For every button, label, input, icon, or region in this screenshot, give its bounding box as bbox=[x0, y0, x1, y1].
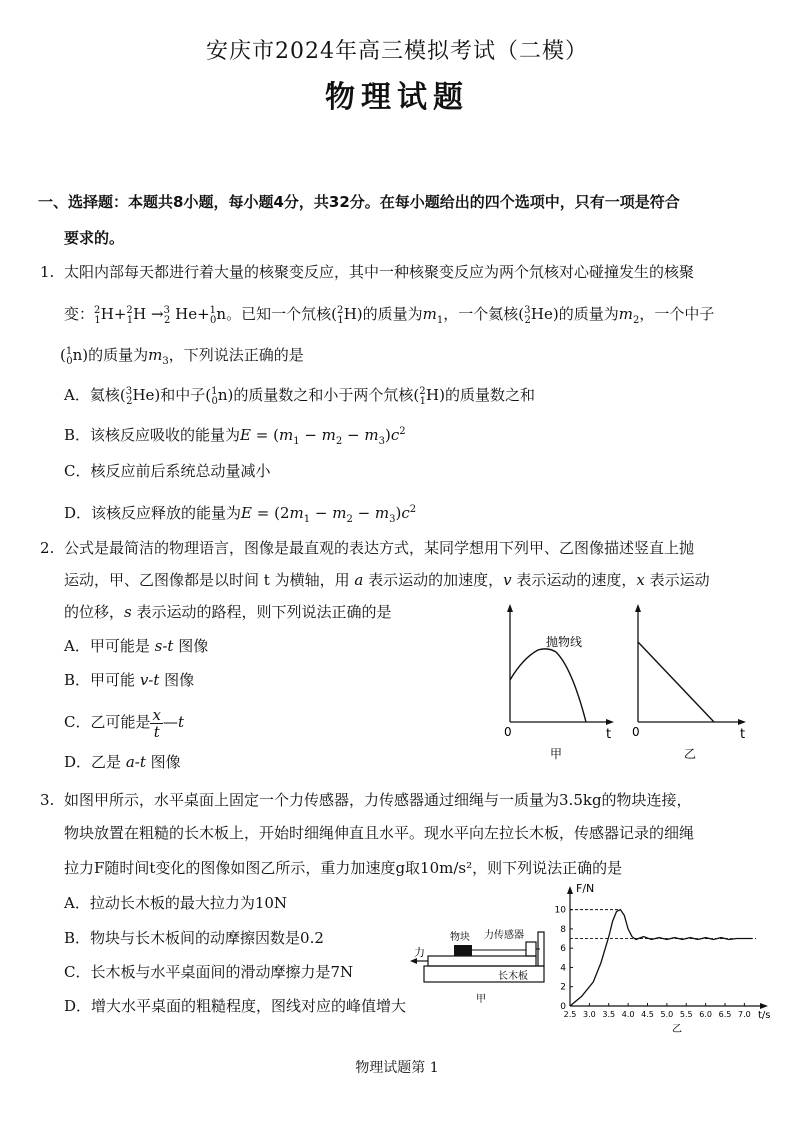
yi-caption: 乙 bbox=[684, 747, 697, 761]
q2-number: 2. bbox=[40, 539, 55, 557]
block bbox=[454, 945, 472, 956]
yi-line bbox=[638, 642, 714, 722]
jia-curve bbox=[510, 649, 586, 722]
q1-option-d: D．该核反应释放的能量为$E = (2m_1 - m_2 - m_3)c^2$ bbox=[64, 504, 417, 525]
jia-x-arrow bbox=[606, 719, 614, 725]
q3-line2: 物块放置在粗糙的长木板上，开始时细绳伸直且水平。现水平向左拉长木板，传感器记录的细绳 bbox=[64, 824, 695, 842]
chart-y-tick-label: 8 bbox=[560, 924, 566, 935]
q2-option-a: A．甲可能是 s-t 图像 bbox=[64, 637, 209, 655]
jia-t-label: t bbox=[606, 727, 612, 742]
q2-line2: 运动，甲、乙图像都是以时间 t 为横轴，用 a 表示运动的加速度，v 表示运动的速度，x 表示运动 bbox=[64, 571, 710, 589]
section-heading: 一、选择题：本题共8小题，每小题4分，共32分。在每小题给出的四个选项中，只有一项是符合 bbox=[38, 193, 680, 211]
yi-y-arrow bbox=[635, 604, 641, 612]
q3-option-b: B．物块与长木板间的动摩擦因数是0.2 bbox=[64, 929, 324, 947]
chart-x-tick-label: 3.5 bbox=[602, 1010, 616, 1019]
q3-force-time-chart bbox=[548, 880, 774, 1034]
q3-line3: 拉力F随时间t变化的图像如图乙所示，重力加速度g取10m/s²，则下列说法正确的是 bbox=[64, 859, 623, 877]
chart-series-line bbox=[570, 910, 752, 1006]
chart-y-tick-label: 4 bbox=[560, 963, 566, 974]
chart-y-arrow bbox=[567, 886, 573, 894]
subject-title: 物理试题 bbox=[325, 80, 469, 115]
q1-line3: ($^1_0$n)的质量为$m_3$，下列说法正确的是 bbox=[60, 346, 304, 367]
q2-figures bbox=[498, 600, 756, 765]
force-label: 力 bbox=[414, 946, 425, 959]
chart-x-label: t/s bbox=[758, 1010, 771, 1021]
chart-y-tick-label: 6 bbox=[560, 944, 566, 955]
q3-option-a: A．拉动长木板的最大拉力为10N bbox=[64, 894, 288, 912]
sensor-label: 力传感器 bbox=[484, 930, 524, 941]
section-heading-cont: 要求的。 bbox=[64, 229, 125, 247]
long-board bbox=[428, 956, 536, 966]
board-label: 长木板 bbox=[498, 971, 528, 982]
q1-option-b: B．该核反应吸收的能量为$E = (m_1 - m_2 - m_3)c^2$ bbox=[64, 426, 406, 447]
jia-curve-label: 抛物线 bbox=[546, 635, 583, 649]
jia-y-arrow bbox=[507, 604, 513, 612]
q3-option-d: D．增大水平桌面的粗糙程度，图线对应的峰值增大 bbox=[64, 997, 407, 1015]
q3-option-c: C．长木板与水平桌面间的滑动摩擦力是7N bbox=[64, 963, 354, 981]
chart-y-tick-label: 10 bbox=[554, 905, 566, 916]
chart-x-arrow bbox=[760, 1003, 768, 1009]
yi-x-arrow bbox=[738, 719, 746, 725]
q2-line1: 公式是最简洁的物理语言，图像是最直观的表达方式，某同学想用下列甲、乙图像描述竖直上抛 bbox=[64, 539, 695, 557]
q1-line1: 太阳内部每天都进行着大量的核聚变反应，其中一种核聚变反应为两个氘核对心碰撞发生的核聚 bbox=[64, 263, 695, 281]
chart-x-tick-label: 4.5 bbox=[641, 1010, 654, 1019]
page-footer: 物理试题第 1 bbox=[355, 1060, 439, 1076]
chart-x-tick-label: 7.0 bbox=[738, 1010, 751, 1019]
chart-x-tick-label: 6.5 bbox=[718, 1010, 732, 1019]
chart-y-tick-label: 2 bbox=[560, 982, 566, 993]
q2-option-b: B．甲可能 v-t 图像 bbox=[64, 671, 195, 689]
q2-option-d: D．乙是 a-t 图像 bbox=[64, 753, 181, 771]
yi-origin: 0 bbox=[632, 725, 640, 739]
jia-origin: 0 bbox=[504, 725, 512, 739]
block-label: 物块 bbox=[450, 932, 470, 943]
chart-y-label: F/N bbox=[576, 882, 595, 895]
q2-figure-yi bbox=[632, 604, 746, 761]
chart-x-tick-label: 4.0 bbox=[621, 1010, 635, 1019]
exam-title: 安庆市2024年高三模拟考试（二模） bbox=[206, 39, 588, 64]
chart-caption: 乙 bbox=[672, 1024, 682, 1034]
q1-option-a: A．氦核($^3_2$He)和中子($^1_0$n)的质量数之和小于两个氘核($^2_1$H)的质量数之和 bbox=[64, 386, 535, 407]
force-sensor bbox=[526, 942, 536, 956]
q2-figure-jia bbox=[504, 604, 614, 761]
q3-apparatus-figure bbox=[410, 918, 550, 1008]
q1-number: 1. bbox=[40, 263, 55, 281]
q3-line1: 如图甲所示，水平桌面上固定一个力传感器，力传感器通过细绳与一质量为3.5kg的物块连接， bbox=[64, 791, 692, 809]
q2-option-c: C．乙可能是 $\frac{x}{t}$ —t bbox=[64, 705, 184, 741]
chart-x-tick-label: 2.5 bbox=[563, 1010, 577, 1019]
q1-option-c: C．核反应前后系统总动量减小 bbox=[64, 462, 271, 480]
q1-line2: 变：$^2_1$H+$^2_1$H →$^3_2$ He+$^1_0$n。已知一个氘核($^2_1$H)的质量为$m_1$，一个氦核($^3_2$He)的质量为$m_2$，一个中子 bbox=[64, 305, 715, 326]
chart-x-tick-label: 3.0 bbox=[583, 1010, 596, 1019]
jia-caption: 甲 bbox=[476, 994, 486, 1005]
jia-caption: 甲 bbox=[550, 747, 563, 761]
chart-y-tick-label: 0 bbox=[560, 1002, 566, 1012]
q2-line3: 的位移，s 表示运动的路程，则下列说法正确的是 bbox=[64, 603, 392, 621]
chart-x-tick-label: 5.0 bbox=[660, 1010, 674, 1019]
q3-number: 3. bbox=[40, 791, 55, 809]
chart-x-tick-label: 5.5 bbox=[679, 1010, 693, 1019]
yi-t-label: t bbox=[740, 727, 746, 742]
chart-x-tick-label: 6.0 bbox=[699, 1010, 712, 1019]
